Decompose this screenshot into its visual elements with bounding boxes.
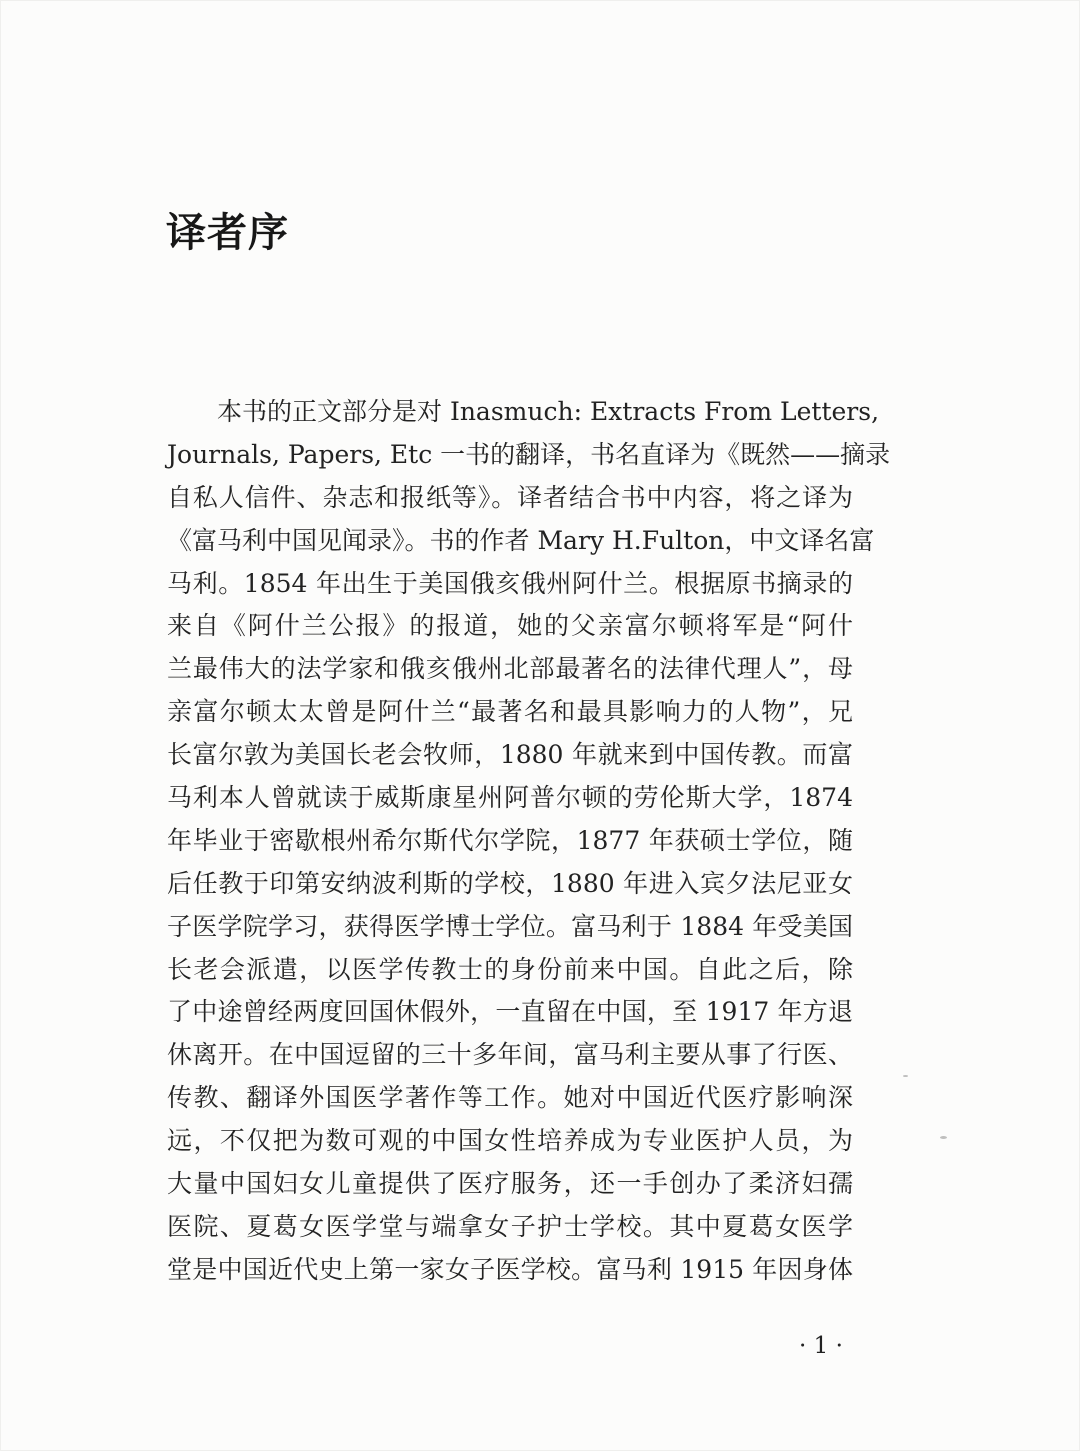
body-line-13: 子医学院学习，获得医学博士学位。富马利于 1884 年受美国 (167, 911, 853, 941)
body-line-17: 传教、翻译外国医学著作等工作。她对中国近代医疗影响深 (167, 1083, 853, 1113)
scan-speck (903, 1075, 908, 1077)
body-line-1: 本书的正文部分是对 Inasmuch: Extracts From Letters, (217, 397, 880, 426)
body-line-12: 后任教于印第安纳波利斯的学校，1880 年进入宾夕法尼亚女 (167, 868, 853, 898)
body-line-6: 来自《阿什兰公报》的报道，她的父亲富尔顿将军是“阿什 (167, 611, 853, 641)
scan-speck (940, 1136, 947, 1139)
body-line-8: 亲富尔顿太太曾是阿什兰“最著名和最具影响力的人物”，兄 (167, 697, 853, 727)
body-line-2: Journals, Papers, Etc 一书的翻译，书名直译为《既然——摘录 (167, 439, 891, 469)
body-line-5: 马利。1854 年出生于美国俄亥俄州阿什兰。根据原书摘录的 (167, 568, 853, 598)
preface-body (167, 391, 891, 1291)
body-line-15: 了中途曾经两度回国休假外，一直留在中国，至 1917 年方退 (167, 997, 853, 1027)
page-title: 译者序 (166, 209, 289, 256)
body-line-11: 年毕业于密歇根州希尔斯代尔学院，1877 年获硕士学位，随 (167, 825, 853, 855)
body-line-10: 马利本人曾就读于威斯康星州阿普尔顿的劳伦斯大学，1874 (167, 783, 853, 813)
body-line-20: 医院、夏葛女医学堂与端拿女子护士学校。其中夏葛女医学 (167, 1211, 853, 1241)
body-line-4: 《富马利中国见闻录》。书的作者 Mary H.Fulton，中文译名富 (167, 525, 875, 555)
body-line-7: 兰最伟大的法学家和俄亥俄州北部最著名的法律代理人”，母 (167, 654, 853, 684)
body-line-21: 堂是中国近代史上第一家女子医学校。富马利 1915 年因身体 (167, 1254, 853, 1284)
body-line-3: 自私人信件、杂志和报纸等》。译者结合书中内容，将之译为 (167, 482, 853, 512)
body-line-16: 休离开。在中国逗留的三十多年间，富马利主要从事了行医、 (167, 1040, 853, 1070)
body-line-9: 长富尔敦为美国长老会牧师，1880 年就来到中国传教。而富 (167, 740, 853, 770)
body-line-19: 大量中国妇女儿童提供了医疗服务，还一手创办了柔济妇孺 (167, 1169, 853, 1199)
body-line-18: 远，不仅把为数可观的中国女性培养成为专业医护人员，为 (167, 1126, 853, 1156)
body-line-14: 长老会派遣，以医学传教士的身份前来中国。自此之后，除 (167, 954, 853, 984)
page-number: · 1 · (799, 1333, 843, 1359)
